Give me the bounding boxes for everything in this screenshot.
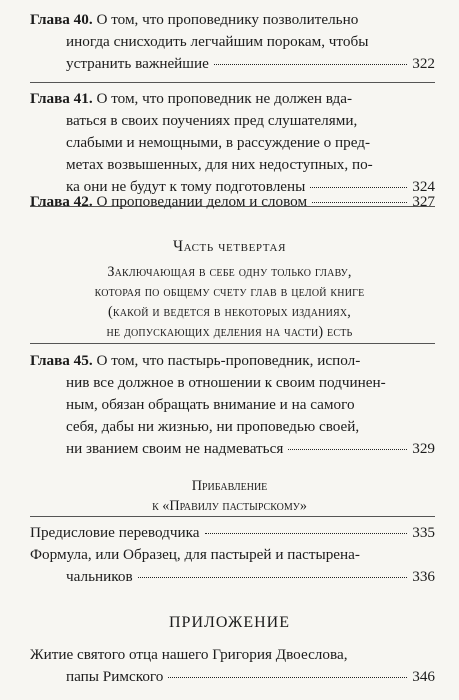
chapter-title-line: О том, что проповеднику позволительно xyxy=(96,11,359,28)
dot-leader xyxy=(205,532,408,534)
chapter-title-line: О том, что пастырь-проповедник, испол- xyxy=(96,352,361,369)
chapter-label: Глава 45. xyxy=(30,352,93,369)
subtitle-line: Заключающая в себе одну только главу, xyxy=(107,264,352,280)
dot-leader xyxy=(138,576,408,578)
dot-leader xyxy=(214,63,407,65)
appendix-heading-line: Прибавление xyxy=(191,478,268,494)
toc-entry-formula[interactable] xyxy=(30,544,435,588)
divider xyxy=(30,516,435,517)
page-number: 322 xyxy=(412,55,435,72)
page-number: 336 xyxy=(412,568,435,585)
chapter-label: Глава 42. xyxy=(30,193,93,210)
toc-entry-translator-preface[interactable] xyxy=(30,522,435,544)
entry-title-line: Формула, или Образец, для пастырей и пастырена- xyxy=(30,546,360,563)
subtitle-line: (какой и ведется в некоторых изданиях, xyxy=(107,304,352,320)
divider xyxy=(30,82,435,83)
page-number: 324 xyxy=(412,178,435,195)
chapter-label: Глава 41. xyxy=(30,90,93,107)
subtitle-line: которая по общему счету глав в целой книге xyxy=(94,284,365,300)
toc-entry-life-of-gregory[interactable] xyxy=(30,644,435,688)
chapter-label: Глава 40. xyxy=(30,11,93,28)
chapter-title-line: себя, дабы ни жизнью, ни проповедью своей, xyxy=(66,418,360,435)
chapter-title-line: ни званием своим не надмеваться xyxy=(66,440,284,457)
dot-leader xyxy=(312,201,407,203)
entry-title-line: чальников xyxy=(66,568,133,585)
divider xyxy=(30,343,435,344)
chapter-title-line: метах возвышенных, для них недоступных, по- xyxy=(66,156,373,173)
appendix-heading-line: к «Правилу пастырскому» xyxy=(152,498,307,514)
toc-entry-chapter-45[interactable] xyxy=(30,350,435,460)
appendix-heading xyxy=(0,476,459,516)
chapter-title-line: ваться в своих поучениях пред слушателями, xyxy=(66,112,358,129)
dot-leader xyxy=(288,448,407,450)
toc-entry-chapter-41[interactable] xyxy=(30,88,435,198)
page-number: 346 xyxy=(412,668,435,685)
page-number: 335 xyxy=(412,524,435,541)
entry-title-line: папы Римского xyxy=(66,668,164,685)
supplement-title: ПРИЛОЖЕНИЕ xyxy=(168,614,290,631)
chapter-title-line: О том, что проповедник не должен вда- xyxy=(96,90,353,107)
entry-title-line: Предисловие переводчика xyxy=(30,524,200,541)
page-number: 327 xyxy=(412,193,435,210)
chapter-title-line: нив все должное в отношении к своим подчинен- xyxy=(66,374,386,391)
chapter-title-line: иногда снисходить легчайшим порокам, чтобы xyxy=(66,33,369,50)
subtitle-line: не допускающих деления на части) есть xyxy=(106,324,353,340)
page-number: 329 xyxy=(412,440,435,457)
toc-entry-chapter-40[interactable] xyxy=(30,9,435,75)
chapter-title-line: устранить важнейшие xyxy=(66,55,209,72)
part-four-subtitle xyxy=(0,262,459,342)
toc-entry-chapter-42[interactable] xyxy=(30,191,435,213)
chapter-title-line: ка они не будут к тому подготовлены xyxy=(66,178,306,195)
entry-title-line: Житие святого отца нашего Григория Двоеслова, xyxy=(30,646,348,663)
chapter-title-line: ным, обязан обращать внимание и на самого xyxy=(66,396,355,413)
dot-leader xyxy=(310,186,407,188)
part-four-title: Часть четвертая xyxy=(172,238,287,255)
dot-leader xyxy=(168,676,407,678)
chapter-title-line: О проповедании делом и словом xyxy=(96,193,308,210)
chapter-title-line: слабыми и немощными, в рассуждение о пред- xyxy=(66,134,371,151)
